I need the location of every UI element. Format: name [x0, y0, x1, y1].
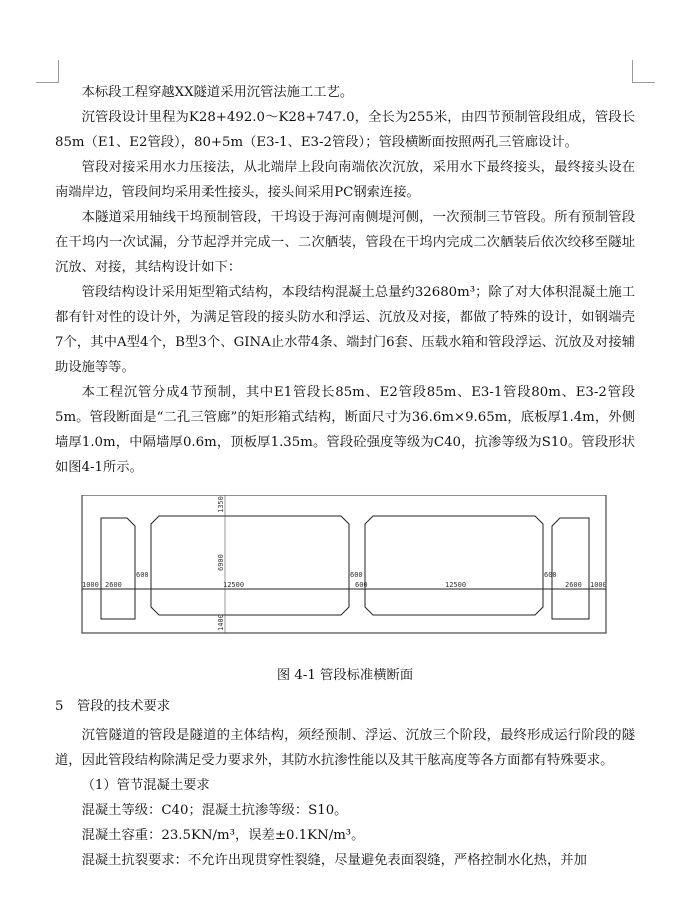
left-gallery-outline — [101, 518, 135, 619]
right-bore-outline — [365, 516, 543, 615]
dim-bottom-slab: 1400 — [217, 614, 225, 631]
paragraph-2: 沉管段设计里程为K28+492.0～K28+747.0，全长为255米，由四节预制管段组成，管段长85m（E1、E2管段），80+5m（E3-1、E3-2管段）；管段横断面按照两孔三管廊设计。 — [55, 110, 635, 150]
page-corner-mark-top-right — [632, 60, 655, 83]
dim-left-gallery: 2600 — [105, 581, 122, 589]
dim-right-gallery: 2600 — [565, 581, 582, 589]
paragraph-5: 管段结构设计采用矩型箱式结构，本段结构混凝土总量约32680m³；除了对大体积混凝土施工都有针对性的设计外，为满足管段的接头防水和浮运、沉放及对接，都做了特殊的设计，如钢端壳7个，其中A型4个，B型3个、GINA止水带4条、端封门6套、压载水箱和管段浮运、沉放及对接辅助设施等等。 — [55, 285, 635, 375]
cross-section-figure — [55, 495, 635, 655]
dim-divider-3: 600 — [355, 581, 368, 589]
dim-right-wall: 1000 — [590, 581, 607, 589]
paragraph-6: 本工程沉管分成4节预制，其中E1管段长85m、E2管段85m、E3-1管段80m、E3-2管段5m。管段断面是“二孔三管廊”的矩形箱式结构，断面尺寸为36.6m×9.65m，底板厚1.4m，外侧墙厚1.0m，中隔墙厚0.6m，顶板厚1.35m。管段砼强度等级为C40，抗渗等级为S10。管段形状如图4-1所示。 — [55, 385, 635, 475]
dim-divider-2: 600 — [350, 571, 363, 579]
section-title: 管段的技术要求 — [77, 699, 171, 714]
paragraph-4: 本隧道采用轴线干坞预制管段，干坞设于海河南侧堤河侧，一次预制三节管段。所有预制管段在干坞内一次试漏，分节起浮并完成一、二次舾装，管段在干坞内完成二次舾装后依次绞移至隧址沉放、对接，其结构设计如下： — [55, 210, 635, 275]
concrete-item-3: 混凝土抗裂要求：不允许出现贯穿性裂缝，尽量避免表面裂缝，严格控制水化热，并加 — [81, 853, 587, 868]
section-heading — [55, 694, 635, 719]
dim-divider-4: 600 — [544, 571, 557, 579]
paragraph-3: 管段对接采用水力压接法，从北端岸上段向南端依次沉放，采用水下最终接头，最终接头设在南端岸边，管段间均采用柔性接头，接头间采用PC钢索连接。 — [55, 160, 635, 200]
dim-top-slab: 1350 — [217, 496, 225, 513]
section-intro: 沉管隧道的管段是隧道的主体结构，须经预制、浮运、沉放三个阶段，最终形成运行阶段的隧道，因此管段结构除满足受力要求外，其防水抗渗性能以及其干舷高度等各方面都有特殊要求。 — [55, 728, 635, 768]
left-bore-outline — [151, 516, 349, 615]
section-number: 5 — [55, 699, 64, 714]
figure-caption: 图 4-1 管段标准横断面 — [276, 668, 414, 683]
paragraph-1: 本标段工程穿越XX隧道采用沉管法施工工艺。 — [81, 85, 354, 100]
concrete-item-1: 混凝土等级：C40；混凝土抗渗等级：S10。 — [81, 803, 348, 818]
concrete-item-2: 混凝土容重：23.5KN/m³，误差±0.1KN/m³。 — [81, 828, 365, 843]
dim-right-bore: 12500 — [445, 581, 467, 589]
cross-section-drawing — [55, 495, 635, 655]
dim-left-bore: 12500 — [223, 581, 245, 589]
dim-left-wall: 1000 — [82, 581, 99, 589]
right-gallery-outline — [552, 518, 589, 619]
dim-section-height: 6900 — [217, 554, 225, 571]
document-body — [55, 80, 635, 873]
subheading-concrete: （1）管节混凝土要求 — [81, 778, 210, 793]
dim-divider-1: 600 — [136, 571, 149, 579]
